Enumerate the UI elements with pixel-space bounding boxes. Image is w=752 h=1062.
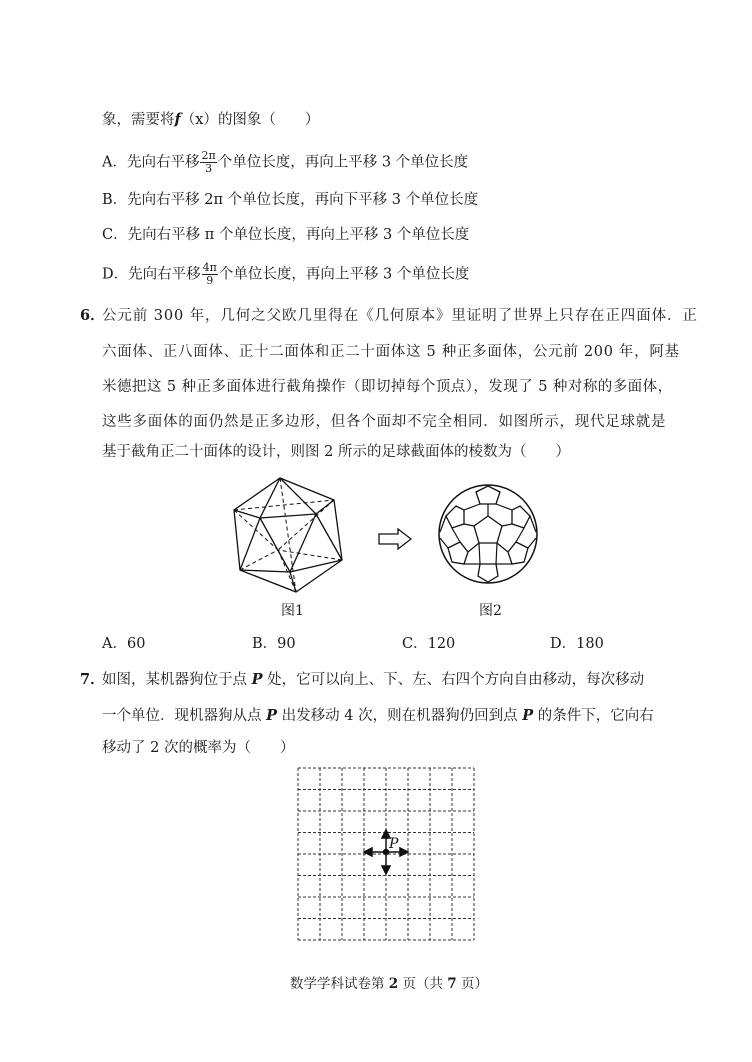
- footer-text: 页（共: [398, 976, 448, 992]
- fraction-numerator: 2π: [201, 149, 216, 162]
- option-label: C．: [402, 636, 428, 652]
- q7-number: 7．: [80, 671, 105, 688]
- q7-line-2: [102, 706, 654, 726]
- footer-text: 页）: [456, 976, 488, 992]
- fx-f: f: [174, 111, 181, 128]
- q5-option-b: [102, 190, 478, 210]
- option-text: 先向右平移 π 个单位长度，再向上平移 3 个单位长度: [127, 227, 470, 243]
- option-label: D．: [102, 266, 129, 283]
- point-p: P: [522, 707, 534, 724]
- soccer-ball-figure: [436, 482, 540, 586]
- q6-option-d: [550, 634, 604, 654]
- q7-text: 的条件下，它向右: [533, 708, 654, 724]
- option-text: 个单位长度，再向上平移 3 个单位长度: [217, 154, 469, 171]
- right-arrow-icon: [378, 528, 412, 550]
- q6-line-5: 基于截角正二十面体的设计，则图 2 所示的足球截面体的棱数为（ ）: [102, 444, 570, 460]
- q6-number: 6．: [80, 307, 105, 324]
- q6-option-c: [402, 634, 455, 654]
- point-p: P: [266, 707, 278, 724]
- q5-option-a: [102, 150, 468, 175]
- option-label: B．: [252, 636, 278, 652]
- option-text: 先向右平移: [126, 154, 200, 171]
- option-text: 先向右平移: [128, 266, 201, 283]
- total-pages: 7: [447, 976, 457, 992]
- fx-arg: （x）: [180, 112, 218, 128]
- option-value: 60: [126, 636, 146, 652]
- option-label: A．: [102, 636, 127, 652]
- figure-1-caption: 图1: [281, 603, 304, 619]
- movement-grid: [296, 766, 476, 942]
- q5-stem-text: 象，需要将: [102, 112, 175, 128]
- fraction-numerator: 4π: [202, 261, 217, 274]
- option-label: A．: [102, 154, 127, 171]
- q6-line-3: 米德把这 5 种正多面体进行截角操作（即切掉每个顶点），发现了 5 种对称的多面体，: [102, 379, 673, 395]
- option-text: 个单位长度，再向上平移 3 个单位长度: [218, 266, 470, 283]
- q5-option-d: [102, 262, 469, 287]
- figure-2-caption: 图2: [479, 603, 502, 619]
- q7-line-3: 移动了 2 次的概率为（ ）: [102, 740, 295, 756]
- option-label: C．: [102, 227, 128, 243]
- option-value: 90: [277, 636, 296, 652]
- fraction-denominator: 3: [205, 162, 213, 175]
- page-footer: [290, 972, 488, 992]
- q7-text: 处，它可以向上、下、左、右四个方向自由移动，每次移动: [262, 672, 645, 688]
- q6-line-2: 六面体、正八面体、正十二面体和正二十面体这 5 种正多面体，公元前 200 年，阿基: [102, 344, 680, 360]
- q7-text: 一个单位．现机器狗从点: [102, 708, 267, 724]
- icosahedron-figure: [230, 474, 352, 594]
- option-label: D．: [550, 636, 577, 652]
- fraction-denominator: 9: [206, 274, 214, 287]
- q5-stem-end: 的图象（ ）: [217, 112, 320, 128]
- footer-text: 数学学科试卷第: [290, 976, 389, 992]
- option-label: B．: [102, 192, 128, 208]
- q7-line-1: [102, 670, 644, 690]
- q6-option-a: [102, 634, 145, 654]
- option-value: 180: [576, 636, 604, 652]
- q7-text: 如图，某机器狗位于点: [102, 672, 252, 688]
- option-text: 先向右平移 2π 个单位长度，再向下平移 3 个单位长度: [127, 192, 479, 208]
- q6-line-4: 这些多面体的面仍然是正多边形，但各个面却不完全相同．如图所示，现代足球就是: [102, 414, 667, 430]
- point-p-label: P: [389, 836, 399, 852]
- q6-line-1: 公元前 300 年，几何之父欧几里得在《几何原本》里证明了世界上只存在正四面体．正: [102, 308, 698, 324]
- q5-option-c: [102, 225, 469, 245]
- q7-text: 出发移动 4 次，则在机器狗仍回到点: [277, 708, 523, 724]
- q6-option-b: [252, 634, 296, 654]
- fraction: [200, 150, 216, 175]
- point-p: P: [251, 671, 263, 688]
- fraction: [202, 262, 218, 287]
- q5-stem: [102, 110, 319, 130]
- page-number: 2: [388, 976, 399, 992]
- option-value: 120: [427, 636, 456, 652]
